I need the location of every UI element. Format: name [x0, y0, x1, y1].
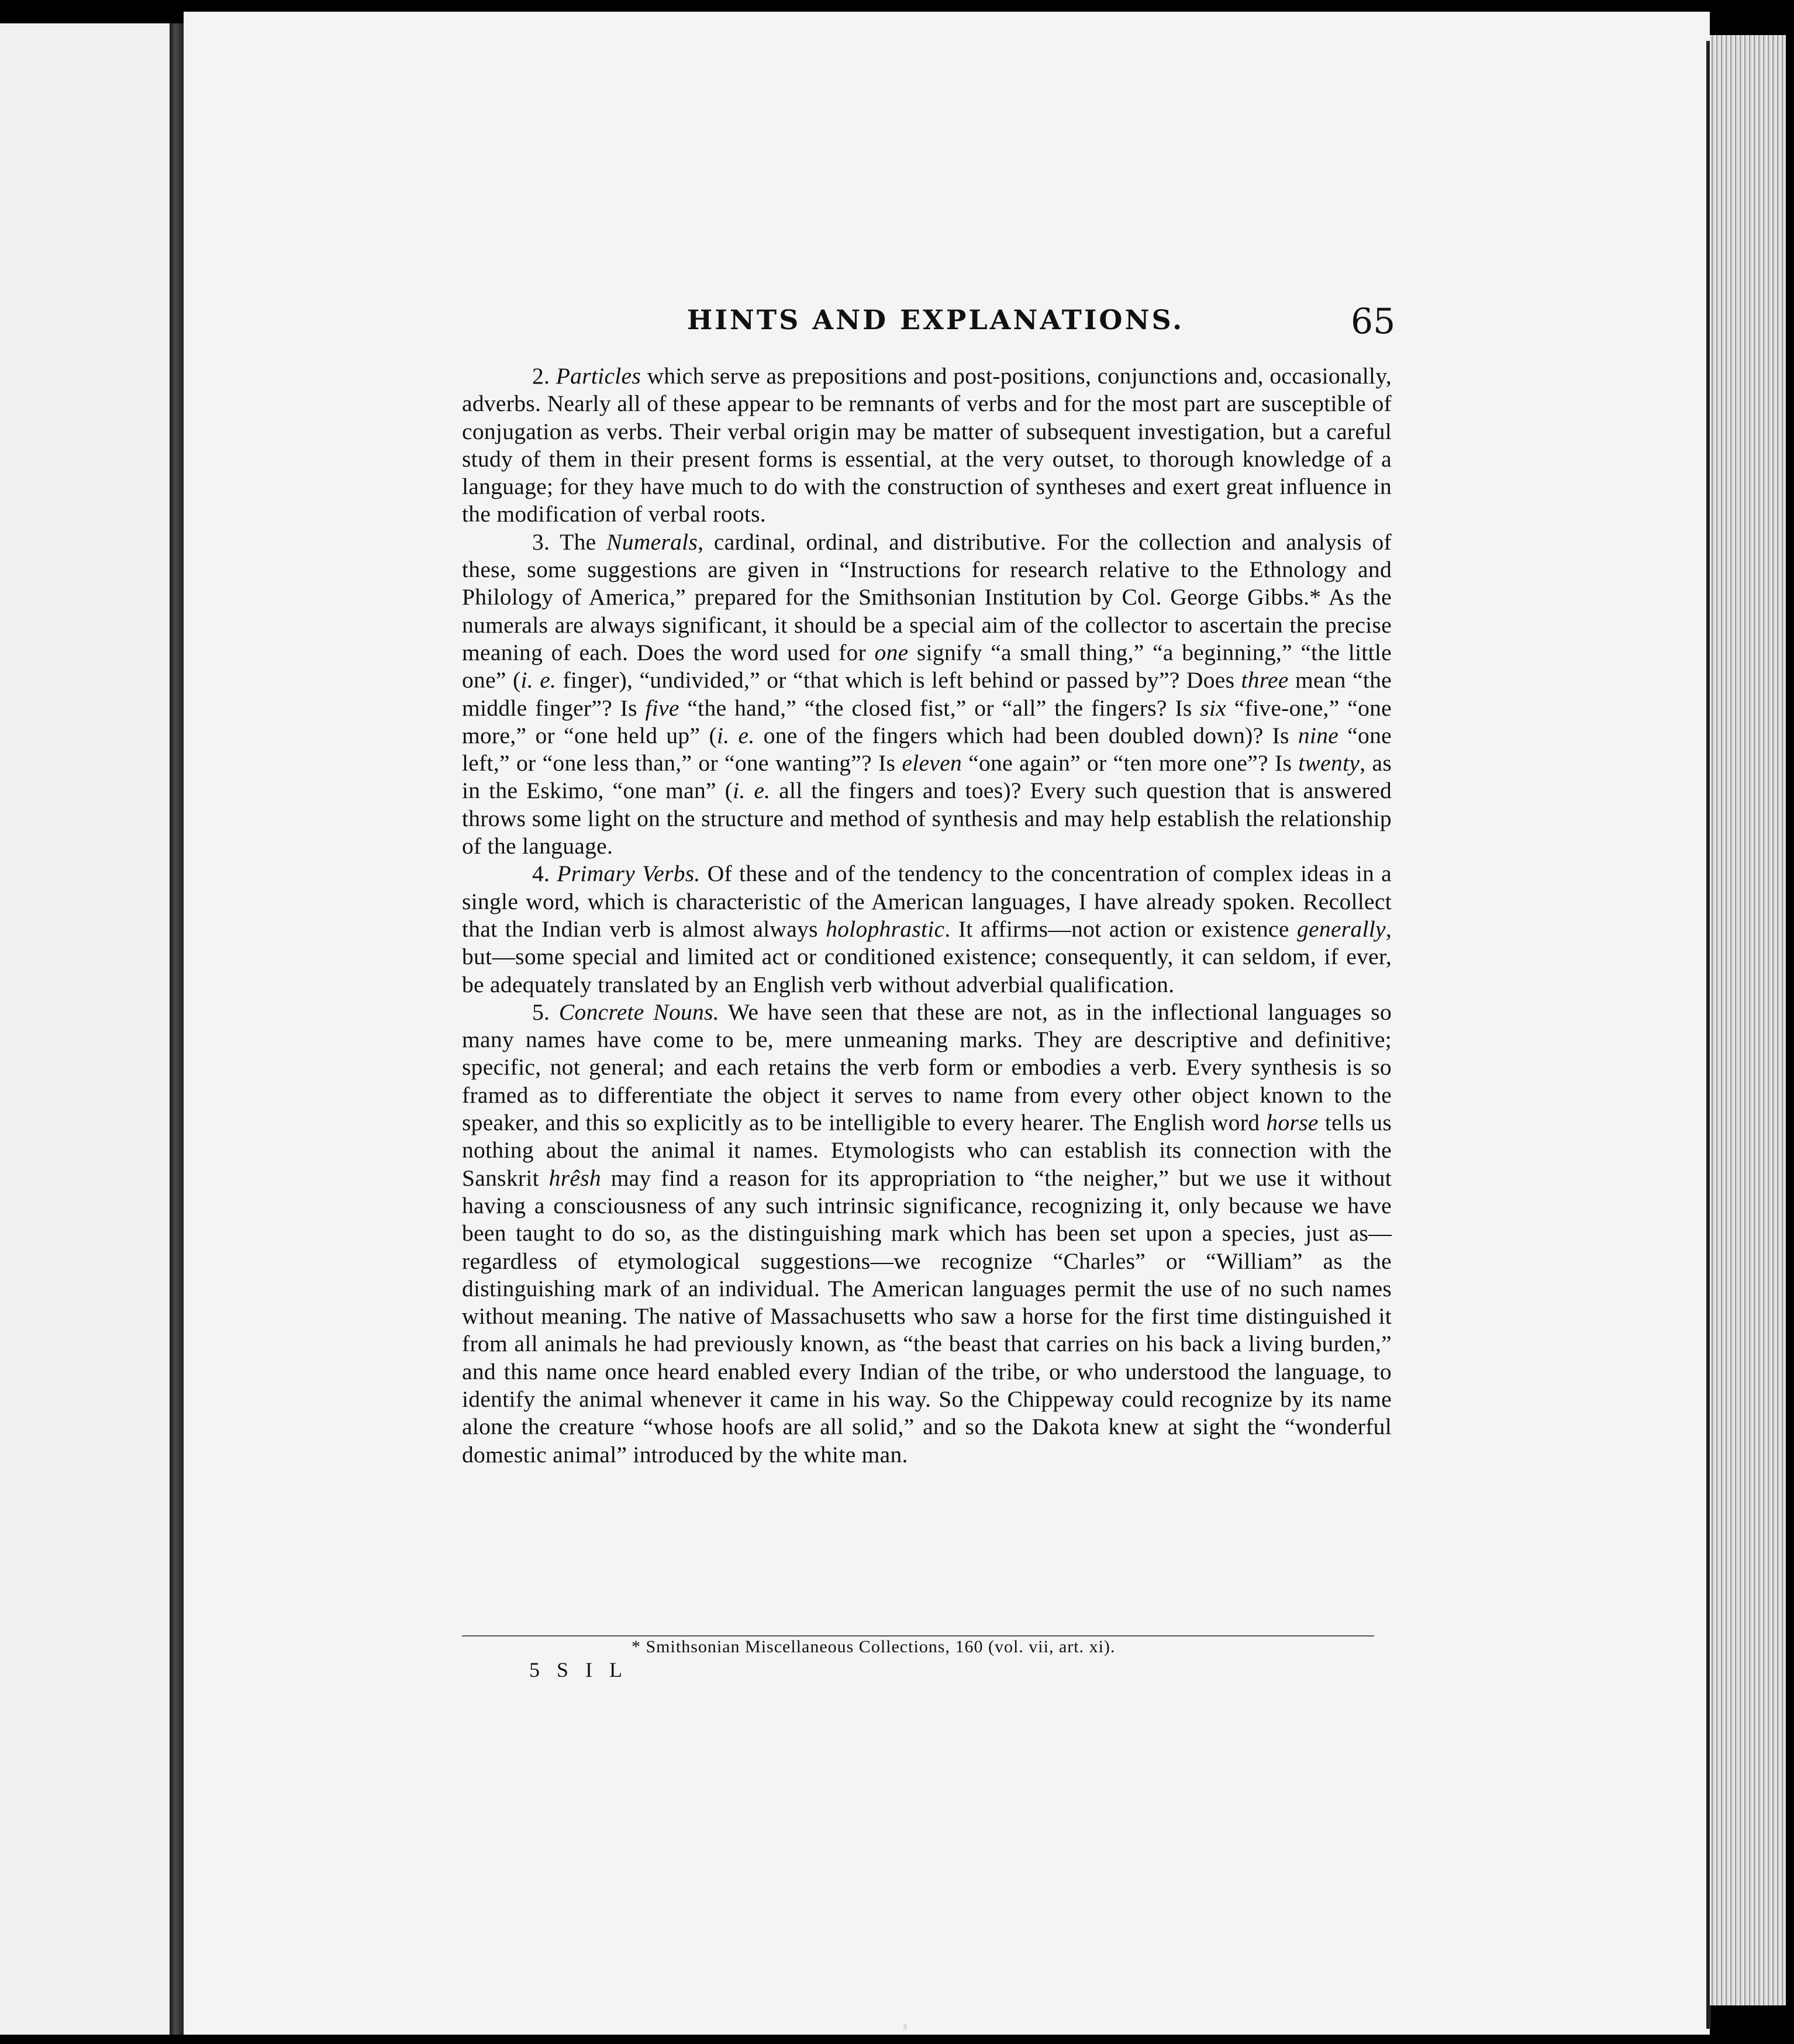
text-run: signify “a small thing,” “a beginning,” “the little one” ( — [462, 639, 1392, 693]
text-run: mean “the middle finger”? Is — [462, 667, 1392, 721]
italic-term: holophrastic — [826, 916, 945, 942]
italic-term: nine — [1298, 722, 1339, 748]
scan-mark — [903, 2024, 907, 2030]
italic-term: twenty — [1298, 750, 1360, 776]
paragraph-particles — [462, 362, 1392, 529]
italic-term: eleven — [902, 750, 962, 776]
text-run: 4. — [532, 861, 557, 887]
text-run: , but—some special and limited act or conditioned existence; consequently, it can seldom, if ever, be adequately translated by an English verb without adverbial qualification. — [462, 916, 1392, 997]
text-run: 5. — [532, 999, 559, 1025]
italic-term: Concrete Nouns. — [558, 999, 719, 1025]
italic-term: Primary Verbs. — [557, 861, 701, 887]
text-run: which serve as prepositions and post-positions, conjunctions and, occasionally, adverbs. Nearly all of these appear to be remnants of verbs and for the most part are susceptible of conjugation as verbs. Their verbal origin may be matter of subsequent investigation, but a careful study of them in their present forms is essential, at the very outset, to thorough knowledge of a language; for they have much to do with the construction of syntheses and exert great influence in the modification of verbal roots. — [462, 363, 1392, 527]
text-run: tells us nothing about the animal it names. Etymologists who can establish its connection with the Sanskrit — [462, 1110, 1392, 1191]
italic-term: generally — [1296, 916, 1386, 942]
text-run: “one left,” or “one less than,” or “one wanting”? Is — [462, 722, 1392, 776]
paragraph-numerals — [462, 529, 1392, 861]
footnote-rule — [462, 1635, 1374, 1636]
italic-term: six — [1200, 695, 1227, 721]
text-run: one of the fingers which had been doubled down)? Is — [754, 722, 1298, 748]
running-head: HINTS AND EXPLANATIONS. — [686, 304, 1185, 336]
italic-term: hrêsh — [548, 1165, 601, 1191]
text-run: , cardinal, ordinal, and distributive. For the collection and analysis of these, some suggestions are given in “Instructions for research relative to the Ethnology and Philology of America,” prepared for the Smithsonian Institution by Col. George Gibbs.* As the numerals are always significant, it should be a special aim of the collector to ascertain the precise meaning of each. Does the word used for — [462, 529, 1392, 665]
text-run: may find a reason for its appropriation to “the neigher,” but we use it without having a consciousness of any such intrinsic significance, recognizing it, only because we have been taught to do so, as the distinguishing mark which has been set upon a species, just as—regardless of etymological suggestions—we recognize “Charles” or “William” as the distinguishing mark of an individual. The American languages permit the use of no such names without meaning. The native of Massachusetts who saw a horse for the first time distinguished it from all animals he had previously known, as “the beast that carries on his back a living burden,” and this name once heard enabled every Indian of the tribe, or who understood the language, to identify the animal whenever it came in his way. So the Chippeway could recognize by its name alone the creature “whose hoofs are all solid,” and so the Dakota knew at sight the “wonderful domestic animal” introduced by the white man. — [462, 1165, 1392, 1468]
italic-term: Particles — [556, 363, 641, 389]
italic-term: i. e. — [733, 778, 771, 804]
paragraph-primary-verbs — [462, 860, 1392, 998]
italic-term: one — [874, 639, 909, 665]
text-run: . It affirms—not action or existence — [944, 916, 1297, 942]
text-run: all the fingers and toes)? Every such question that is answered throws some light on the structure and method of synthesis and may help establish the relationship of the language. — [462, 778, 1392, 859]
italic-term: horse — [1266, 1110, 1319, 1136]
text-run: finger), “undivided,” or “that which is left behind or passed by”? Does — [556, 667, 1241, 693]
italic-term: i. e. — [520, 667, 557, 693]
text-run: “the hand,” “the closed fist,” or “all” the fingers? Is — [679, 695, 1200, 721]
paragraph-concrete-nouns — [462, 999, 1392, 1469]
page-number: 65 — [1351, 301, 1396, 342]
footnote: * Smithsonian Miscellaneous Collections, 160 (vol. vii, art. xi). — [632, 1637, 1116, 1656]
text-run: Of these and of the tendency to the concentration of complex ideas in a single word, which is characteristic of the American languages, I have already spoken. Recollect that the Indian verb is almost always — [462, 861, 1392, 942]
italic-term: five — [645, 695, 679, 721]
left-page — [0, 23, 170, 2035]
text-run: 3. The — [532, 529, 607, 555]
text-run: We have seen that these are not, as in the inflectional languages so many names have come to be, mere unmeaning marks. They are descriptive and definitive; specific, not general; and each retains the verb form or embodies a verb. Every synthesis is so framed as to differentiate the object it serves to name from every other object known to the speaker, and this so explicitly as to be intelligible to every hearer. The English word — [462, 999, 1392, 1136]
body-text — [462, 362, 1392, 1469]
italic-term: three — [1241, 667, 1289, 693]
italic-term: Numerals — [606, 529, 698, 555]
book-gutter — [170, 23, 184, 2035]
page-edges — [1710, 35, 1786, 2005]
text-run: “five-one,” “one more,” or “one held up” ( — [462, 695, 1392, 748]
text-run: , as in the Eskimo, “one man” ( — [462, 750, 1392, 804]
text-run: “one again” or “ten more one”? Is — [962, 750, 1299, 776]
italic-term: i. e. — [716, 722, 755, 748]
signature-mark: 5 S I L — [529, 1658, 628, 1682]
text-run: 2. — [532, 363, 556, 389]
